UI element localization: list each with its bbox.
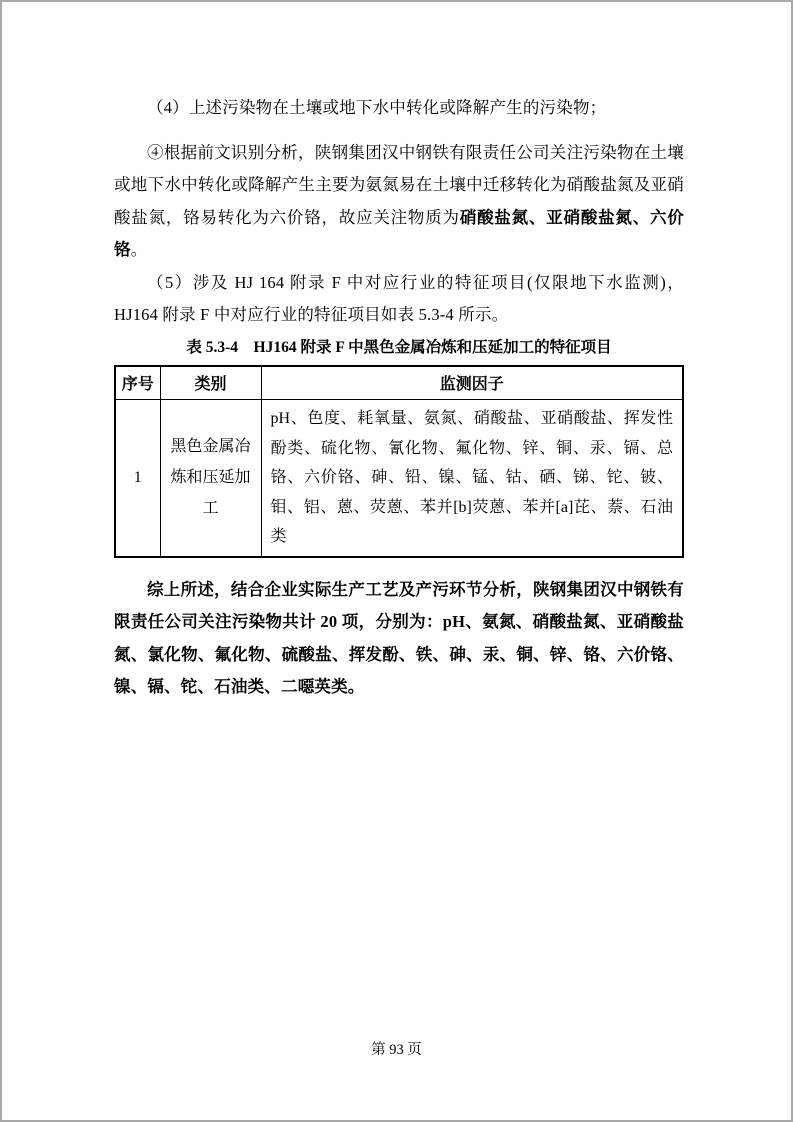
paragraph-item-5: （5）涉及 HJ 164 附录 F 中对应行业的特征项目(仅限地下水监测)，HJ164 附录 F 中对应行业的特征项目如表 5.3-4 所示。 xyxy=(114,272,684,324)
cell-serial-number: 1 xyxy=(115,400,160,557)
paragraph-item-circle4-bold-pollutants: 硝酸盐氮、亚硝酸盐氮、六价铬 xyxy=(114,207,684,259)
header-monitoring-factors: 监测因子 xyxy=(261,366,683,400)
paragraph-item-circle4-period: 。 xyxy=(130,240,148,259)
paragraph-item-circle4 xyxy=(114,137,684,267)
cell-category: 黑色金属冶炼和压延加工 xyxy=(160,400,261,557)
table-header-row xyxy=(115,366,683,400)
table-caption: 表 5.3-4 HJ164 附录 F 中黑色金属冶炼和压延加工的特征项目 xyxy=(186,338,612,356)
table-row xyxy=(115,400,683,557)
header-category: 类别 xyxy=(160,366,261,400)
cell-monitoring-factors: pH、色度、耗氧量、氨氮、硝酸盐、亚硝酸盐、挥发性酚类、硫化物、氰化物、氟化物、锌、铜、汞、镉、总铬、六价铬、砷、铅、镍、锰、钴、硒、锑、铊、铍、钼、铝、蒽、荧蒽、苯并[b]荧蒽、苯并[a]芘、萘、石油类 xyxy=(261,400,683,557)
page-content xyxy=(114,92,684,704)
paragraph-item-4: （4）上述污染物在土壤或地下水中转化或降解产生的污染物； xyxy=(147,98,607,117)
paragraph-item-circle4-text: ④根据前文识别分析，陕钢集团汉中钢铁有限责任公司关注污染物在土壤或地下水中转化或降解产生主要为氨氮易在土壤中迁移转化为硝酸盐氮及亚硝酸盐氮，铬易转化为六价铬，故应关注物质为 xyxy=(114,142,684,227)
page-number-footer: 第 93 页 xyxy=(371,1042,422,1058)
header-serial-number: 序号 xyxy=(115,366,160,400)
feature-projects-table xyxy=(114,365,684,558)
conclusion-paragraph: 综上所述，结合企业实际生产工艺及产污环节分析，陕钢集团汉中钢铁有限责任公司关注污染物共计 20 项，分别为：pH、氨氮、硝酸盐氮、亚硝酸盐氮、氯化物、氟化物、硫酸盐、挥发酚、铁、砷、汞、铜、锌、铬、六价铬、镍、镉、铊、石油类、二噁英类。 xyxy=(114,579,684,696)
